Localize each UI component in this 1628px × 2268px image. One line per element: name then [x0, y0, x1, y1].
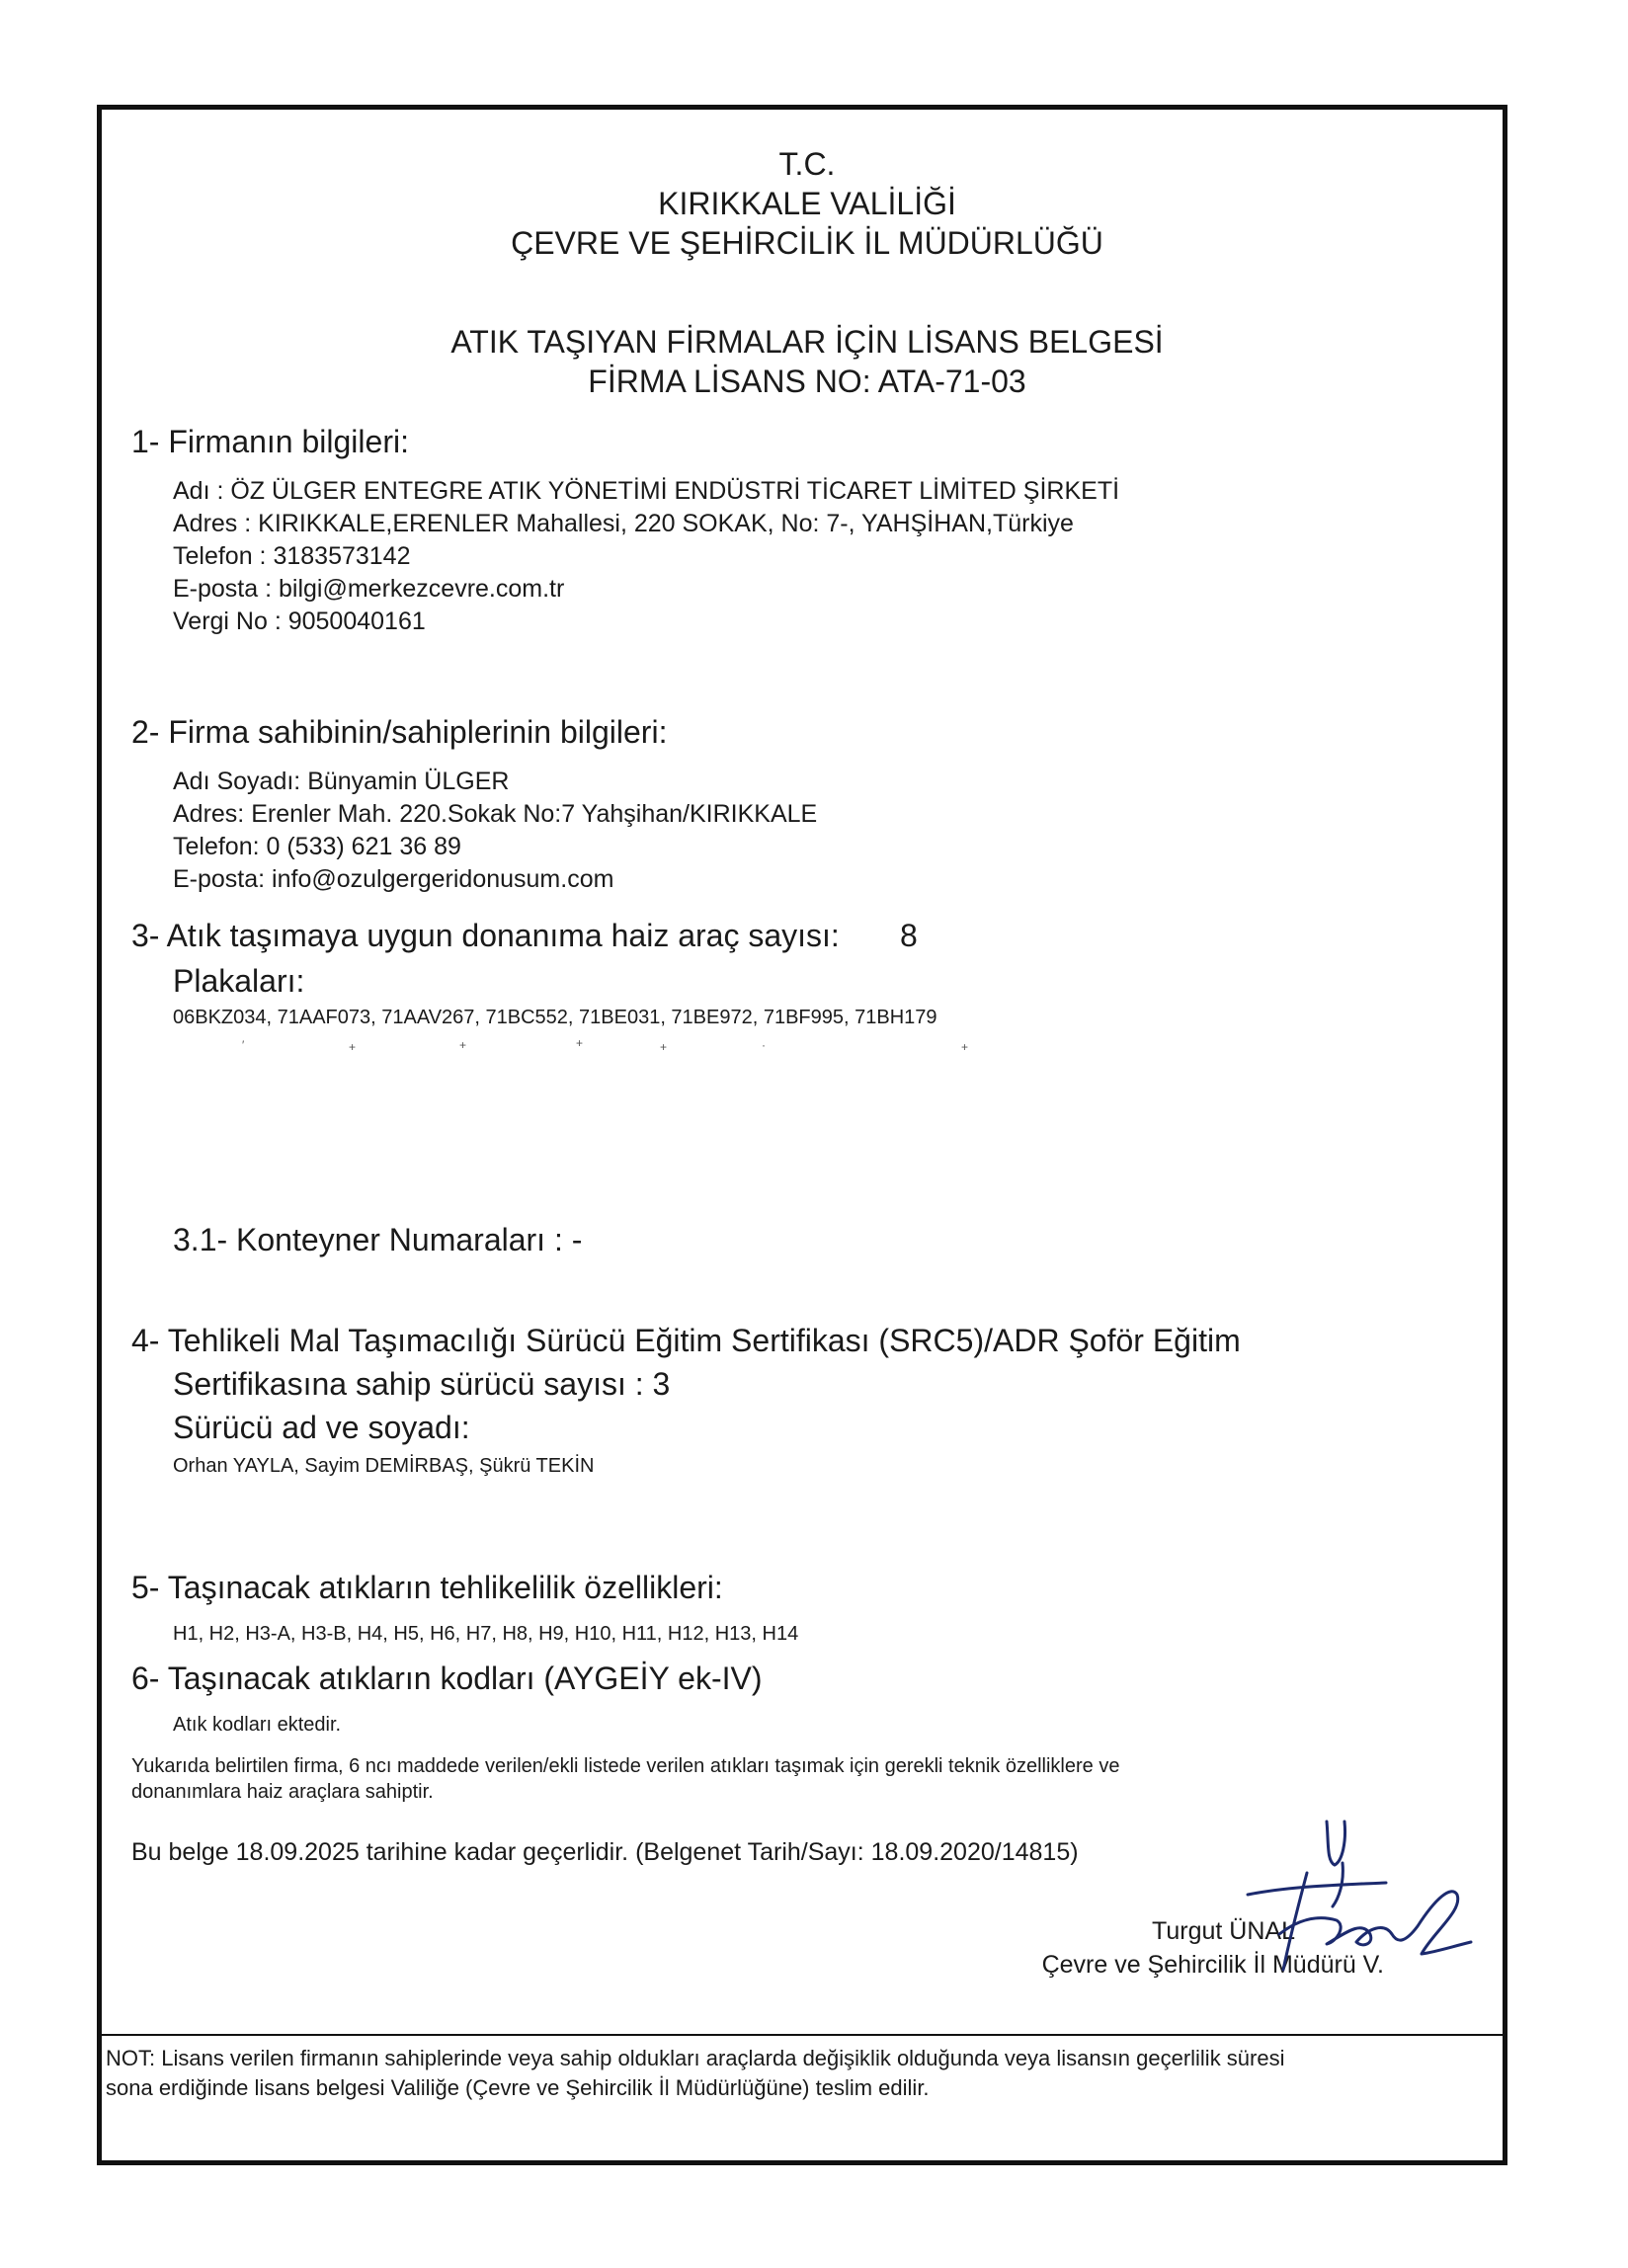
section6-heading: 6- Taşınacak atıkların kodları (AYGEİY ek-IV) [131, 1660, 763, 1696]
note-line2: sona erdiğinde lisans belgesi Valiliğe (Çevre ve Şehircilik İl Müdürlüğüne) teslim edilir. [106, 2075, 930, 2100]
scan-mark: + [660, 1040, 668, 1054]
company-tax-no: Vergi No : 9050040161 [173, 608, 426, 635]
company-name: Adı : ÖZ ÜLGER ENTEGRE ATIK YÖNETİMİ ENDÜSTRİ TİCARET LİMİTED ŞİRKETİ [173, 477, 1120, 505]
scan-mark: + [576, 1036, 584, 1050]
section4-line2: Sertifikasına sahip sürücü sayısı : 3 [173, 1366, 671, 1402]
validity-statement: Bu belge 18.09.2025 tarihine kadar geçerlidir. (Belgenet Tarih/Sayı: 18.09.2020/14815) [131, 1838, 1079, 1866]
owner-email: E-posta: info@ozulgergeridonusum.com [173, 865, 614, 893]
vehicle-count: 8 [900, 918, 918, 953]
section3-heading: 3- Atık taşımaya uygun donanıma haiz araç sayısı: [131, 918, 840, 953]
section5-heading: 5- Taşınacak atıkların tehlikelilik özellikleri: [131, 1570, 723, 1605]
hazard-properties: H1, H2, H3-A, H3-B, H4, H5, H6, H7, H8, H9, H10, H11, H12, H13, H14 [173, 1623, 799, 1645]
scan-mark: + [459, 1038, 467, 1052]
owner-name: Adı Soyadı: Bünyamin ÜLGER [173, 768, 510, 795]
section4-line1: 4- Tehlikeli Mal Taşımacılığı Sürücü Eğitim Sertifikası (SRC5)/ADR Şoför Eğitim [131, 1323, 1241, 1358]
signatory-title: Çevre ve Şehircilik İl Müdürü V. [1041, 1951, 1384, 1979]
owner-address: Adres: Erenler Mah. 220.Sokak No:7 Yahşihan/KIRIKKALE [173, 800, 818, 828]
document-frame [97, 105, 1507, 2165]
company-address: Adres : KIRIKKALE,ERENLER Mahallesi, 220 SOKAK, No: 7-, YAHŞİHAN,Türkiye [173, 510, 1074, 537]
waste-codes-note: Atık kodları ektedir. [173, 1714, 342, 1736]
note-line1: NOT: Lisans verilen firmanın sahiplerinde veya sahip oldukları araçlarda değişiklik olduğunda veya lisansın geçerlilik süresi [106, 2046, 1285, 2070]
header-governorship: KIRIKKALE VALİLİĞİ [658, 186, 956, 221]
statement-line2: donanımlara haiz araçlara sahiptir. [131, 1781, 434, 1803]
company-email: E-posta : bilgi@merkezcevre.com.tr [173, 575, 565, 603]
scan-mark: + [349, 1040, 357, 1054]
vehicle-plates: 06BKZ034, 71AAF073, 71AAV267, 71BC552, 71BE031, 71BE972, 71BF995, 71BH179 [173, 1007, 937, 1028]
section1-heading: 1- Firmanın bilgileri: [131, 424, 409, 459]
document-title: ATIK TAŞIYAN FİRMALAR İÇİN LİSANS BELGESİ [450, 324, 1164, 360]
scan-mark: ′ [242, 1038, 245, 1052]
company-phone: Telefon : 3183573142 [173, 542, 411, 570]
scan-mark: · [762, 1038, 766, 1052]
header-tc: T.C. [778, 146, 836, 182]
driver-names: Orhan YAYLA, Sayim DEMİRBAŞ, Şükrü TEKİN [173, 1455, 595, 1477]
header-directorate: ÇEVRE VE ŞEHİRCİLİK İL MÜDÜRLÜĞÜ [511, 225, 1103, 261]
handwritten-signature [1188, 1804, 1514, 2021]
section31-heading: 3.1- Konteyner Numaraları : - [173, 1222, 583, 1257]
section2-heading: 2- Firma sahibinin/sahiplerinin bilgileri: [131, 714, 668, 750]
owner-phone: Telefon: 0 (533) 621 36 89 [173, 833, 461, 860]
license-number: FİRMA LİSANS NO: ATA-71-03 [588, 364, 1026, 399]
plates-label: Plakaları: [173, 963, 305, 999]
section4-line3: Sürücü ad ve soyadı: [173, 1410, 470, 1445]
scan-mark: + [961, 1040, 969, 1054]
note-divider [102, 2034, 1503, 2036]
signatory-name: Turgut ÜNAL [1152, 1917, 1295, 1945]
statement-line1: Yukarıda belirtilen firma, 6 ncı maddede verilen/ekli listede verilen atıkları taşımak için gerekli teknik özelliklere ve [131, 1755, 1120, 1777]
